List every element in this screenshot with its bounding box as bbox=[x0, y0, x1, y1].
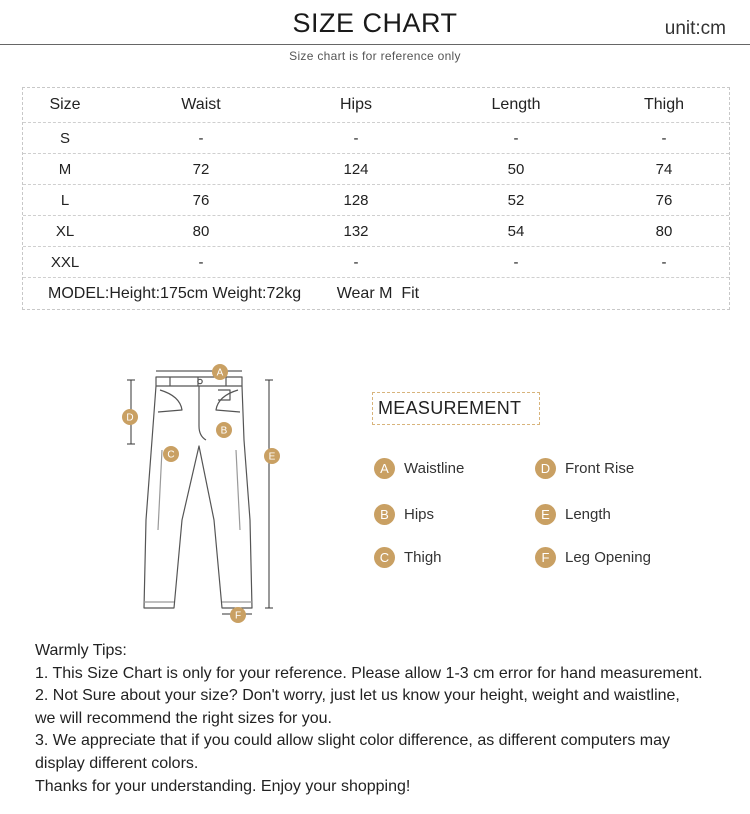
legend-waistline bbox=[374, 458, 464, 479]
legend-label: Length bbox=[565, 506, 611, 523]
table-cell: - bbox=[513, 253, 519, 271]
jeans-fly bbox=[199, 386, 206, 440]
svg-text:F: F bbox=[234, 610, 242, 622]
column-header: Hips bbox=[339, 96, 372, 113]
legend-length bbox=[535, 504, 611, 525]
diagram-badge-d bbox=[122, 409, 138, 425]
table-cell: 80 bbox=[655, 222, 673, 240]
table-row bbox=[23, 246, 729, 277]
unit-label: unit:cm bbox=[664, 18, 726, 39]
page-title: SIZE CHART bbox=[292, 8, 458, 38]
table-cell: 50 bbox=[507, 160, 525, 178]
table-cell: 54 bbox=[507, 222, 525, 240]
badge-a-icon: A bbox=[374, 458, 395, 479]
table-cell: L bbox=[60, 191, 70, 209]
table-cell: 128 bbox=[343, 191, 369, 209]
svg-text:A: A bbox=[216, 367, 224, 379]
jeans-coin-pocket bbox=[218, 390, 230, 400]
table-cell: 80 bbox=[192, 222, 210, 240]
model-info-row bbox=[23, 277, 729, 309]
table-cell: 74 bbox=[655, 160, 673, 178]
diagram-badge-b bbox=[216, 422, 232, 438]
title-divider bbox=[0, 44, 750, 45]
svg-text:C: C bbox=[167, 449, 175, 461]
jeans-waistband bbox=[156, 377, 242, 386]
legend-label: Waistline bbox=[404, 460, 465, 477]
legend-hips bbox=[374, 504, 434, 525]
size-table bbox=[22, 87, 730, 310]
badge-b-icon: B bbox=[374, 504, 395, 525]
table-cell: S bbox=[59, 129, 70, 147]
column-header: Thigh bbox=[643, 96, 685, 113]
table-cell: 72 bbox=[192, 160, 210, 178]
model-info bbox=[48, 278, 419, 309]
tip-line: 1. This Size Chart is only for your reference. Please allow 1-3 cm error for hand measurement. bbox=[35, 664, 703, 682]
tip-line: we will recommend the right sizes for you. bbox=[35, 709, 332, 727]
length-arrow bbox=[265, 380, 273, 608]
model-fit: Wear M Fit bbox=[336, 284, 420, 302]
table-row bbox=[23, 215, 729, 246]
table-cell: XXL bbox=[50, 253, 80, 271]
table-cell: XL bbox=[55, 222, 75, 240]
legend-front-rise bbox=[535, 458, 634, 479]
table-cell: 132 bbox=[343, 222, 369, 240]
table-cell: 124 bbox=[343, 160, 369, 178]
table-cell: 76 bbox=[192, 191, 210, 209]
diagram-badge-e bbox=[264, 448, 280, 464]
table-row bbox=[23, 153, 729, 184]
table-cell: - bbox=[198, 129, 204, 147]
badge-e-icon: E bbox=[535, 504, 556, 525]
tip-line: display different colors. bbox=[35, 754, 199, 772]
legend-leg-opening bbox=[535, 547, 651, 568]
legend-label: Hips bbox=[404, 506, 435, 523]
table-header-row bbox=[23, 88, 729, 122]
svg-text:D: D bbox=[126, 412, 134, 424]
legend-thigh bbox=[374, 547, 442, 568]
jeans-left-pocket bbox=[158, 390, 182, 412]
badge-d-icon: D bbox=[535, 458, 556, 479]
table-row bbox=[23, 122, 729, 153]
svg-text:B: B bbox=[220, 425, 228, 437]
jeans-diagram bbox=[110, 360, 310, 625]
tip-line: 2. Not Sure about your size? Don't worry, just let us know your height, weight and waistline, bbox=[35, 687, 680, 705]
tips-section bbox=[35, 640, 745, 798]
jeans-right-pocket bbox=[216, 390, 240, 412]
diagram-badge-a bbox=[212, 364, 228, 380]
tips-closing: Thanks for your understanding. Enjoy your shopping! bbox=[35, 777, 411, 795]
column-header: Size bbox=[49, 96, 81, 113]
legend-label: Leg Opening bbox=[565, 549, 651, 566]
table-cell: - bbox=[661, 129, 667, 147]
table-cell: - bbox=[661, 253, 667, 271]
svg-text:E: E bbox=[268, 451, 276, 463]
table-cell: - bbox=[198, 253, 204, 271]
model-measurements: MODEL:Height:175cm Weight:72kg bbox=[48, 284, 302, 302]
column-header: Length bbox=[491, 96, 541, 113]
table-cell: 52 bbox=[507, 191, 525, 209]
badge-c-icon: C bbox=[374, 547, 395, 568]
table-cell: - bbox=[353, 253, 359, 271]
diagram-badge-f bbox=[230, 607, 246, 623]
tip-line: 3. We appreciate that if you could allow slight color difference, as different computers may bbox=[35, 732, 670, 750]
legend-label: Thigh bbox=[404, 549, 442, 566]
table-cell: 76 bbox=[655, 191, 673, 209]
measurement-title: MEASUREMENT bbox=[372, 392, 540, 425]
table-row bbox=[23, 184, 729, 215]
column-header: Waist bbox=[181, 96, 221, 113]
table-cell: - bbox=[353, 129, 359, 147]
table-cell: - bbox=[513, 129, 519, 147]
diagram-badge-c bbox=[163, 446, 179, 462]
table-cell: M bbox=[58, 160, 72, 178]
tips-heading: Warmly Tips: bbox=[35, 642, 127, 659]
jeans-seams bbox=[158, 450, 240, 530]
badge-f-icon: F bbox=[535, 547, 556, 568]
subtitle: Size chart is for reference only bbox=[289, 49, 461, 63]
legend-label: Front Rise bbox=[565, 460, 635, 477]
